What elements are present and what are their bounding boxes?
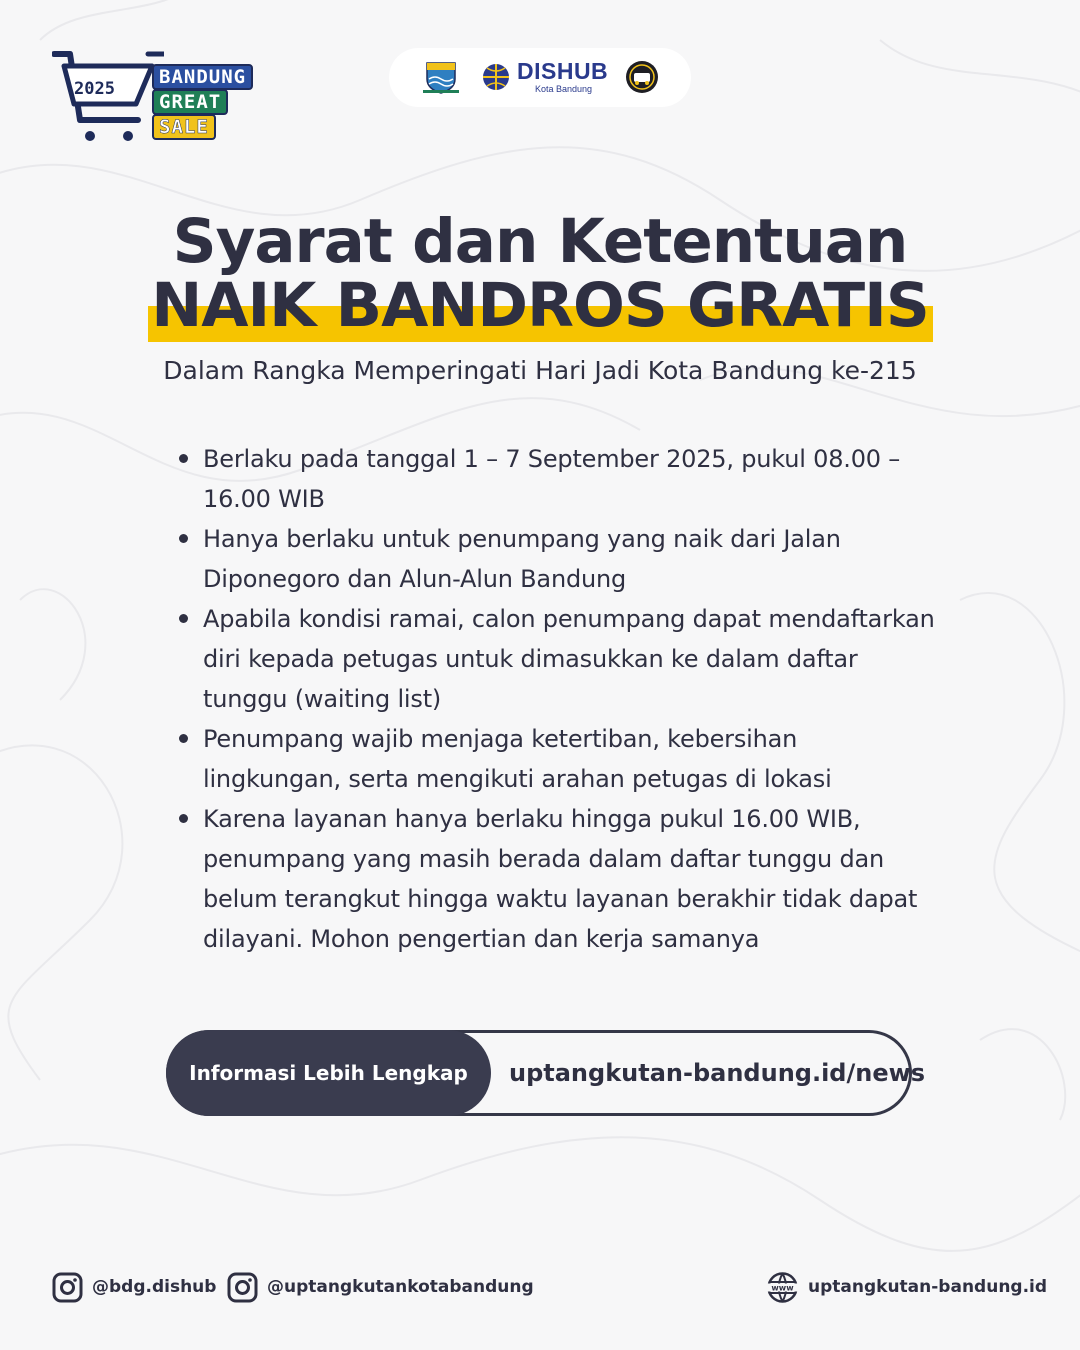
globe-www-icon xyxy=(766,1271,799,1304)
rule-item: Hanya berlaku untuk penumpang yang naik dari Jalan Diponegoro dan Alun-Alun Bandung xyxy=(175,519,935,599)
www-icon-text: www xyxy=(771,1283,794,1292)
subtitle: Dalam Rangka Memperingati Hari Jadi Kota Bandung ke-215 xyxy=(163,356,917,385)
dishub-globe-icon xyxy=(481,62,511,92)
more-info-pill xyxy=(166,1030,926,1116)
news-link[interactable]: uptangkutan-bandung.id/news xyxy=(509,1059,926,1087)
shopping-cart-icon xyxy=(52,48,164,144)
rule-item: Karena layanan hanya berlaku hingga pukul 16.00 WIB, penumpang yang masih berada dalam daftar tunggu dan belum terangkut hingga waktu layanan berakhir tidak dapat dilayani. Mohon pengertian dan kerja samanya xyxy=(175,799,935,959)
partner-logos xyxy=(389,48,691,107)
rule-item: Penumpang wajib menjaga ketertiban, kebersihan lingkungan, serta mengikuti arahan petugas di lokasi xyxy=(175,719,935,799)
rule-item: Berlaku pada tanggal 1 – 7 September 2025, pukul 08.00 – 16.00 WIB xyxy=(175,439,935,519)
instagram-handle-dishub: @bdg.dishub xyxy=(92,1277,217,1297)
title-syarat-ketentuan: Syarat dan Ketentuan xyxy=(172,206,908,277)
bandung-crest-icon xyxy=(421,59,461,95)
instagram-icon xyxy=(52,1272,83,1303)
dishub-wordmark: DISHUB xyxy=(517,58,609,84)
brand-word-bandung: BANDUNG xyxy=(152,64,253,90)
footer-instagram-dishub[interactable] xyxy=(52,1271,216,1303)
bandung-great-sale-logo xyxy=(52,48,274,148)
rule-item: Apabila kondisi ramai, calon penumpang dapat mendaftarkan diri kepada petugas untuk dimasukkan ke dalam daftar tunggu (waiting list) xyxy=(175,599,935,719)
instagram-icon xyxy=(227,1272,258,1303)
cart-year-label: 2025 xyxy=(74,79,115,99)
rules-list xyxy=(175,439,935,959)
more-info-button[interactable]: Informasi Lebih Lengkap xyxy=(166,1030,491,1116)
dishub-subtitle: Kota Bandung xyxy=(535,84,593,94)
website-url: uptangkutan-bandung.id xyxy=(808,1277,1048,1297)
brand-word-great: GREAT xyxy=(152,89,228,115)
brand-word-sale: SALE xyxy=(152,114,216,140)
footer-instagram-uptangkutan[interactable] xyxy=(227,1271,534,1303)
title-naik-bandros-gratis: NAIK BANDROS GRATIS xyxy=(151,270,929,341)
uptd-seal-icon xyxy=(625,60,659,94)
footer-website[interactable] xyxy=(766,1271,1047,1303)
instagram-handle-uptangkutan: @uptangkutankotabandung xyxy=(267,1277,534,1297)
